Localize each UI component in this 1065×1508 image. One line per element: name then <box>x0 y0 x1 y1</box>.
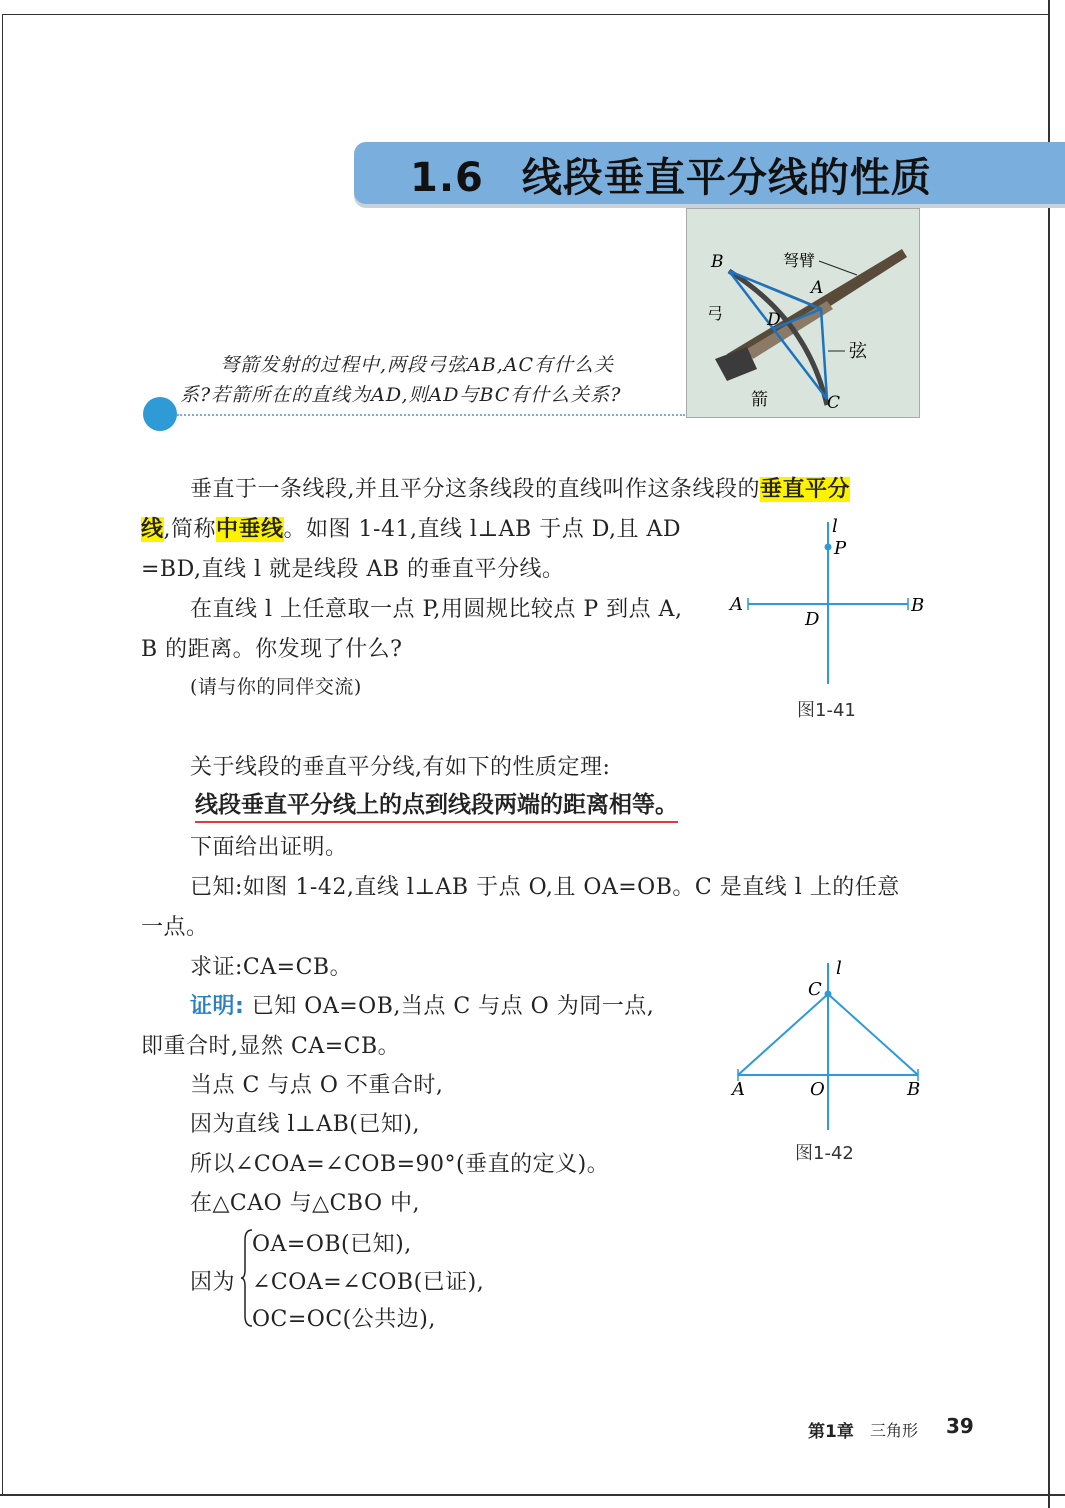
term-perpendicular-bisector-a: 垂直平分 <box>760 477 851 502</box>
definition-text-1: 垂直于一条线段,并且平分这条线段的直线叫作这条线段的 <box>190 477 760 502</box>
definition-text-2b: 。如图 1-41,直线 l⊥AB 于点 D,且 AD <box>283 517 682 542</box>
fig41-label-l: l <box>832 516 838 537</box>
proof-intro: 下面给出证明。 <box>190 835 348 860</box>
segment-CA <box>738 994 828 1075</box>
prove-statement: 求证:CA=CB。 <box>190 955 353 980</box>
activity-line-1: 在直线 l 上任意取一点 P,用圆规比较点 P 到点 A, <box>190 597 683 622</box>
figure-1-41 <box>722 512 932 687</box>
fig42-label-l: l <box>836 958 842 979</box>
theorem-statement: 线段垂直平分线上的点到线段两端的距离相等。 <box>195 786 678 823</box>
label-B: B <box>711 252 724 272</box>
fig41-label-P: P <box>834 538 847 559</box>
point-C <box>825 991 832 998</box>
page-number: 39 <box>946 1414 974 1438</box>
segment-CB <box>828 994 918 1075</box>
system-line-1: OA=OB(已知), <box>252 1232 412 1257</box>
section-number: 1.6 <box>410 155 484 201</box>
footer-chapter-title: 三角形 <box>870 1421 919 1440</box>
page-frame-bottom <box>0 1494 1065 1496</box>
intro-line-1: 弩箭发射的过程中,两段弓弦AB,AC有什么关 <box>220 354 615 376</box>
fig41-label-D: D <box>805 609 820 630</box>
system-line-3: OC=OC(公共边), <box>252 1307 436 1332</box>
fig41-label-A: A <box>730 594 743 615</box>
definition-text-2a: ,简称 <box>163 517 217 542</box>
crossbow-drawing <box>687 209 919 417</box>
proof-line-3: 当点 C 与点 O 不重合时, <box>190 1073 444 1098</box>
activity-line-3: (请与你的同伴交流) <box>190 676 362 698</box>
label-bow: 弓 <box>707 304 724 323</box>
definition-line-3: =BD,直线 l 就是线段 AB 的垂直平分线。 <box>141 557 565 582</box>
theorem-intro: 关于线段的垂直平分线,有如下的性质定理: <box>190 755 611 780</box>
figure-1-41-caption: 图1-41 <box>797 700 856 721</box>
crossbow-body <box>715 249 907 405</box>
proof-because: 因为 <box>190 1270 236 1295</box>
proof-line-1 <box>190 989 654 1020</box>
label-C: C <box>827 393 841 413</box>
term-mid-perpendicular: 中垂线 <box>216 517 284 542</box>
given-line-2: 一点。 <box>141 915 209 940</box>
intro-line-2: 系?若箭所在的直线为AD,则AD与BC有什么关系? <box>180 384 622 406</box>
definition-line-2 <box>141 512 681 543</box>
crossbow-illustration <box>686 208 920 418</box>
proof-line-6: 在△CAO 与△CBO 中, <box>190 1191 421 1216</box>
dotted-divider <box>177 414 685 416</box>
section-title-text: 线段垂直平分线的性质 <box>521 155 932 201</box>
page-frame-right <box>1048 0 1050 1508</box>
label-string: 弦 <box>849 341 867 362</box>
proof-line-5: 所以∠COA=∠COB=90°(垂直的定义)。 <box>190 1152 610 1177</box>
fig42-label-C: C <box>808 979 822 1000</box>
point-P <box>825 544 832 551</box>
proof-label: 证明: <box>190 994 245 1019</box>
system-line-2: ∠COA=∠COB(已证), <box>252 1270 485 1295</box>
proof-text-1: 已知 OA=OB,当点 C 与点 O 为同一点, <box>244 994 655 1019</box>
figure-1-42-caption: 图1-42 <box>795 1143 854 1164</box>
figure-1-42 <box>722 955 937 1135</box>
fig42-label-O: O <box>810 1079 825 1100</box>
label-arm: 弩臂 <box>783 251 816 270</box>
definition-line-1 <box>190 472 850 503</box>
label-arrow: 箭 <box>751 390 768 410</box>
proof-line-2: 即重合时,显然 CA=CB。 <box>141 1034 401 1059</box>
label-A: A <box>811 278 824 298</box>
section-title <box>410 146 932 203</box>
fig42-label-B: B <box>907 1079 921 1100</box>
activity-line-2: B 的距离。你发现了什么? <box>141 637 403 662</box>
fig42-label-A: A <box>732 1079 745 1100</box>
proof-line-4: 因为直线 l⊥AB(已知), <box>190 1112 420 1137</box>
label-D: D <box>767 310 781 330</box>
footer-chapter: 第1章 <box>808 1422 854 1442</box>
given-line-1: 已知:如图 1-42,直线 l⊥AB 于点 O,且 OA=OB。C 是直线 l 上的任意 <box>190 875 900 900</box>
term-perpendicular-bisector-b: 线 <box>141 517 164 542</box>
blue-dot-marker <box>143 397 177 431</box>
fig41-label-B: B <box>911 595 925 616</box>
